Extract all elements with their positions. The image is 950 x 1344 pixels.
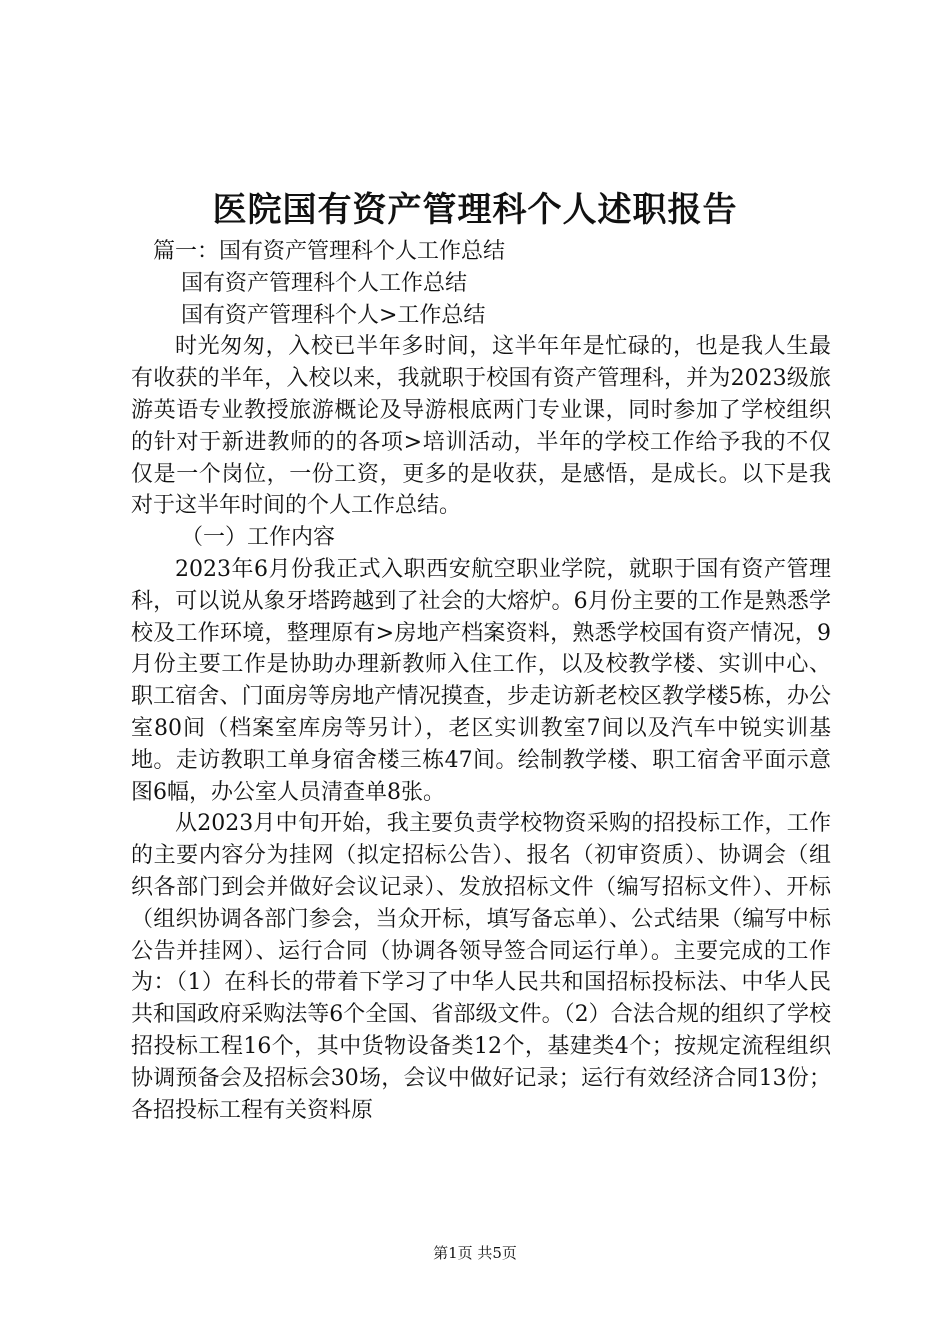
paragraph-intro: 时光匆匆，入校已半年多时间，这半年年是忙碌的，也是我人生最有收获的半年，入校以来，我就职于校国有资产管理科，并为2023级旅游英语专业教授旅游概论及导游根底两门专业课，同时参加了学校组织的针对于新进教师的的各项>培训活动，半年的学校工作给予我的不仅仅是一个岗位，一份工资，更多的是收获，是感悟，是成长。以下是我对于这半年时间的个人工作总结。 (131, 334, 831, 519)
subheading-1: 国有资产管理科个人工作总结 (181, 270, 468, 296)
page-number-footer: 第1页 共5页 (433, 1244, 517, 1262)
document-body (131, 236, 831, 1126)
paragraph-work-content: 2023年6月份我正式入职西安航空职业学院，就职于国有资产管理科，可以说从象牙塔跨越到了社会的大熔炉。6月份主要的工作是熟悉学校及工作环境，整理原有>房地产档案资料，熟悉学校国有资产情况，9月份主要工作是协助办理新教师入住工作，以及校教学楼、实训中心、职工宿舍、门面房等房地产情况摸查，步走访新老校区教学楼5栋，办公室80间（档案室库房等另计），老区实训教室7间以及汽车中锐实训基地。走访教职工单身宿舍楼三栋47间。绘制教学楼、职工宿舍平面示意图6幅，办公室人员清查单8张。 (131, 556, 831, 805)
subheading-2: 国有资产管理科个人>工作总结 (181, 302, 486, 328)
subsection-heading: （一）工作内容 (181, 525, 336, 551)
paragraph-procurement: 从2023月中旬开始，我主要负责学校物资采购的招投标工作，工作的主要内容分为挂网（拟定招标公告）、报名（初审资质）、协调会（组织各部门到会并做好会议记录）、发放招标文件（编写招标文件）、开标（组织协调各部门参会，当众开标，填写备忘单）、公式结果（编写中标公告并挂网）、运行合同（协调各领导签合同运行单）。主要完成的工作为：（1）在科长的带着下学习了中华人民共和国招标投标法、中华人民共和国政府采购法等6个全国、省部级文件。（2）合法合规的组织了学校招投标工程16个，其中货物设备类12个，基建类4个；按规定流程组织协调预备会及招标会30场，会议中做好记录；运行有效经济合同13份；各招投标工程有关资料原 (131, 811, 831, 1123)
section-heading: 篇一：国有资产管理科个人工作总结 (153, 239, 506, 264)
document-title: 医院国有资产管理科个人述职报告 (212, 190, 738, 230)
